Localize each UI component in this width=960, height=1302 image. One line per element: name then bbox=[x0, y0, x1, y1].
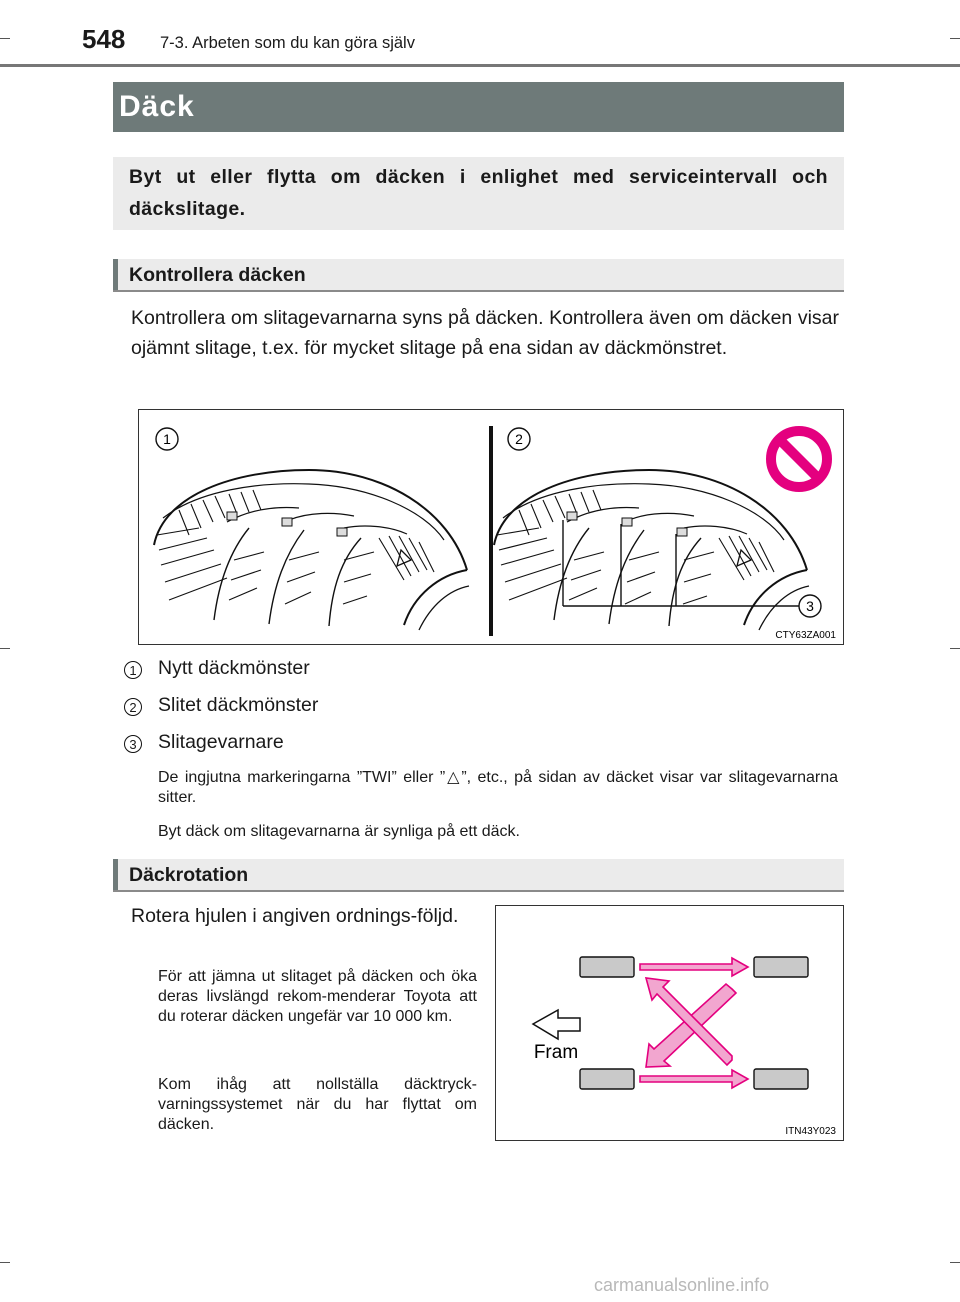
page-number: 548 bbox=[82, 24, 126, 54]
crop-mark bbox=[950, 1262, 960, 1263]
replace-tire-note: Byt däck om slitagevarnarna är synliga på ett däck. bbox=[158, 823, 520, 840]
rotation-body-text: Rotera hjulen i angiven ordnings-följd. bbox=[131, 905, 459, 927]
callout-1: 1 bbox=[163, 431, 171, 447]
header-rule bbox=[0, 64, 960, 67]
rotation-diagram bbox=[496, 906, 843, 1140]
rotation-figure bbox=[495, 905, 844, 1141]
rotation-arrows bbox=[640, 958, 748, 1088]
legend-number: 2 bbox=[124, 698, 142, 716]
section-reference: 7-3. Arbeten som du kan göra själv bbox=[160, 34, 415, 52]
tire-front-right bbox=[754, 957, 808, 977]
legend-label: Slitet däckmönster bbox=[158, 694, 319, 716]
legend-number: 3 bbox=[124, 735, 142, 753]
intro-text: Byt ut eller flytta om däcken i enlighet med serviceintervall och däckslitage. bbox=[129, 166, 828, 220]
tire-rear-left bbox=[580, 1069, 634, 1089]
crop-mark bbox=[0, 648, 10, 649]
tire-front-left bbox=[580, 957, 634, 977]
callout-2: 2 bbox=[515, 431, 523, 447]
front-arrow-icon bbox=[533, 1010, 580, 1039]
section-heading-rotation bbox=[113, 859, 844, 892]
legend-number: 1 bbox=[124, 661, 142, 679]
crop-mark bbox=[0, 1262, 10, 1263]
page-title: Däck bbox=[113, 82, 844, 132]
prohibited-icon bbox=[771, 431, 827, 487]
watermark: carmanualsonline.info bbox=[594, 1275, 770, 1295]
tpms-reset-note: Kom ihåg att nollställa däcktryck-varningssystemet när du har flyttat om däcken. bbox=[158, 1076, 477, 1133]
figure-code: ITN43Y023 bbox=[785, 1126, 836, 1137]
callout-3: 3 bbox=[806, 598, 814, 614]
front-label: Fram bbox=[533, 1042, 579, 1063]
tire-rear-right bbox=[754, 1069, 808, 1089]
legend-label: Nytt däckmönster bbox=[158, 657, 310, 679]
tire-illustration bbox=[139, 410, 843, 644]
tire-tread-figure bbox=[138, 409, 844, 645]
check-body-text: Kontrollera om slitagevarnarna syns på däcken. Kontrollera även om däcken visar ojämnt slitage, t.ex. för mycket slitage på ena sidan av däckmönstret. bbox=[131, 307, 839, 359]
crop-mark bbox=[0, 38, 10, 39]
section-heading-label: Kontrollera däcken bbox=[129, 264, 306, 286]
rotation-interval-note: För att jämna ut slitaget på däcken och öka deras livslängd rekom-menderar Toyota att du roterar däcken ungefär var 10 000 km. bbox=[158, 968, 477, 1025]
figure-code: CTY63ZA001 bbox=[775, 630, 836, 641]
crop-mark bbox=[950, 648, 960, 649]
section-heading-label: Däckrotation bbox=[129, 864, 249, 886]
intro-box bbox=[113, 157, 844, 230]
crop-mark bbox=[950, 38, 960, 39]
wear-indicator-note: De ingjutna markeringarna ”TWI” eller ”△”, etc., på sidan av däcket visar var slitagevarnarna sitter. bbox=[158, 769, 838, 806]
legend-label: Slitagevarnare bbox=[158, 731, 284, 753]
section-heading-check-tires bbox=[113, 259, 844, 292]
